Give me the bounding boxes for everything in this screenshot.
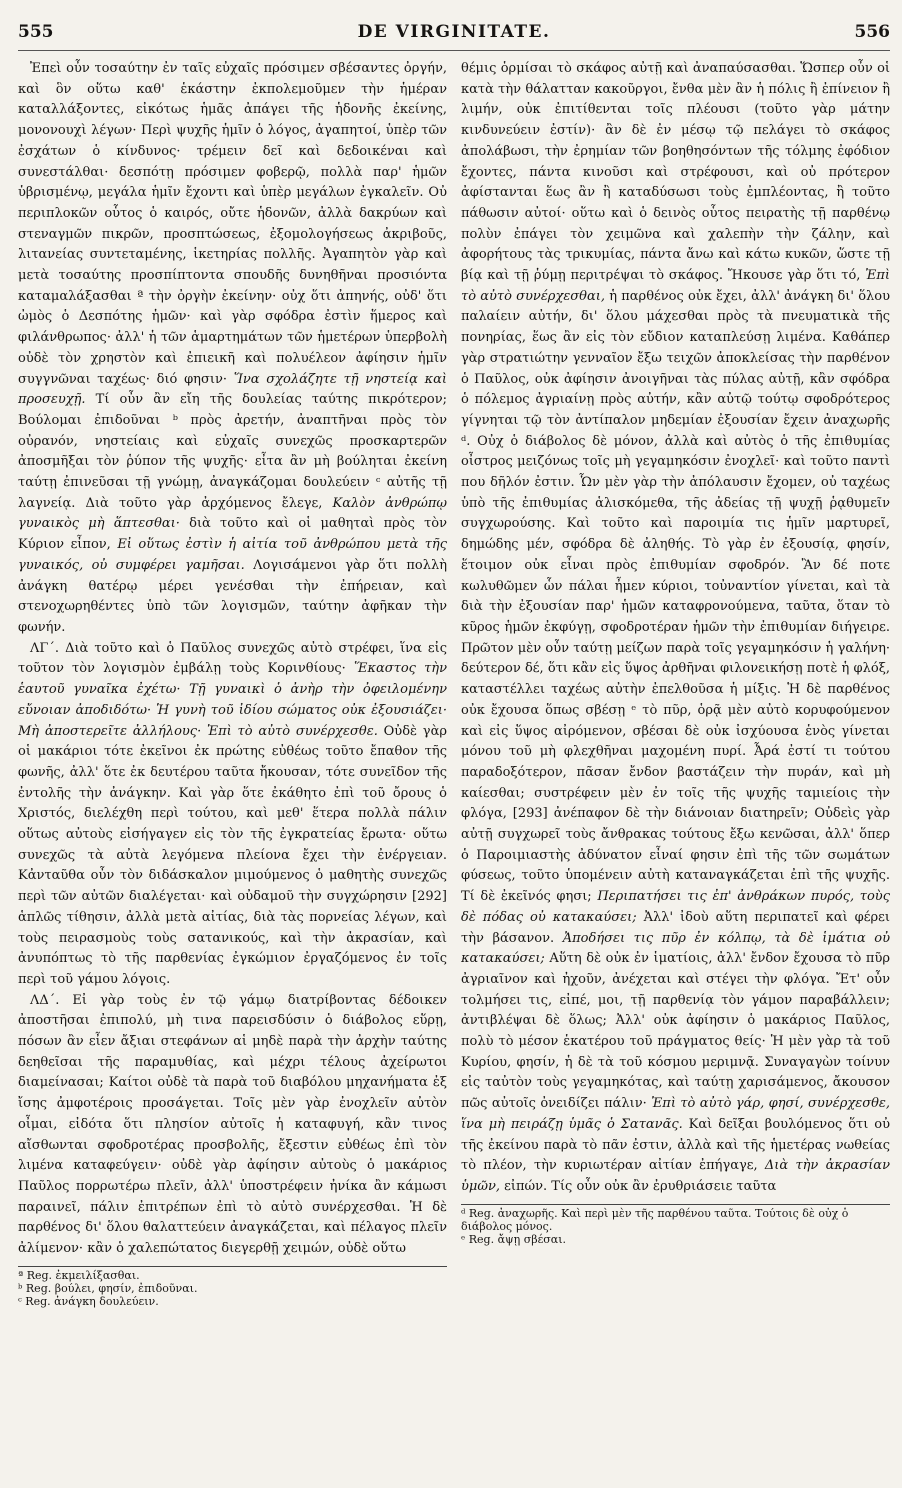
scripture-quote: Ἵνα σχολάζητε τῇ νηστείᾳ καὶ προσευχῇ. [18, 371, 447, 408]
text-run: εἰπών. Τίς οὖν οὐκ ἂν ἐρυθριάσειε ταῦτα [500, 1178, 777, 1194]
scripture-quote: Ἕκαστος τὴν ἑαυτοῦ γυναῖκα ἐχέτω· Τῇ γυναικὶ ὁ ἀνὴρ τὴν ὀφειλομένην εὔνοιαν ἀποδιδότω· Ἡ γυνὴ τοῦ ἰδίου σώματος οὐκ ἐξουσιάζει· Μὴ ἀποστερεῖτε ἀλλήλους· Ἐπὶ τὸ αὐτὸ συνέρχεσθε. [18, 661, 447, 739]
scripture-quote: Ἐπὶ τὸ αὐτὸ συνέρχεσθαι, [461, 268, 890, 304]
text-run: Λογισάμενοι γὰρ ὅτι πολλὴ ἀνάγκη θατέρῳ μέρει γενέσθαι τὴν ἐπήρειαν, καὶ στενοχωρηθέντες ὑπὸ τῶν λογισμῶν, ταύτην ἀφῆκαν τὴν φωνήν. [18, 557, 447, 635]
right-page-number: 556 [854, 22, 890, 42]
paragraph [18, 639, 447, 991]
footnotes-right [461, 1204, 890, 1246]
footnote: ᶜ Reg. ἀνάγκη δουλεύειν. [18, 1294, 159, 1308]
text-run: Τί οὖν ἂν εἴη τῆς δουλείας ταύτης πικρότερον; Βούλομαι ἐπιδοῦναι ᵇ πρὸς ἀρετήν, ἀναπτῆναι πρὸς τὸν οὐρανόν, νηστείαις καὶ εὐχαῖς συνεχῶς προσκαρτερῶν ἀποσμῆξαι τὸν ῥύπον τῆς ψυχῆς· εἶτα ἂν μὴ βούληται ἐκείνη ταύτῃ ἐπινεῦσαι τῇ γνώμῃ, ἀναγκάζομαι δουλεύειν ᶜ αὐτῆς τῇ λαγνείᾳ. Διὰ τοῦτο γὰρ ἀρχόμενος ἔλεγε, [18, 392, 447, 511]
footnote: ª Reg. ἐκμειλίξασθαι. [18, 1268, 140, 1282]
text-run: ἡ παρθένος οὐκ ἔχει, ἀλλ' ἀνάγκη δι' ὅλου παλαίειν αὐτήν, δι' ὅλου μάχεσθαι πρὸς τὰ πνευματικὰ τῆς πονηρίας, ἕως ἂν εἰς τὸν εὔδιον καταπλεύσῃ λιμένα. [461, 288, 890, 346]
running-head [18, 22, 890, 51]
text-run: Καὶ δεῖξαι βουλόμενος ὅτι οὐ τῆς ἐκείνου παρὰ τὸ πᾶν ἐστιν, ἀλλὰ καὶ τῆς ἡμετέρας νωθείας τὸ πλέον, τὴν κυριωτέραν αἰτίαν ἐπήγαγε, [461, 1116, 890, 1174]
paragraph [18, 59, 447, 639]
left-column-body [18, 59, 447, 1260]
scripture-quote: Διὰ τὴν ἀκρασίαν ὑμῶν, [461, 1158, 890, 1194]
scripture-quote: Ἀποδήσει τις πῦρ ἐν κόλπῳ, τὰ δὲ ἱμάτια οὐ κατακαύσει; [461, 930, 890, 967]
text-run: ΛΔ΄. Εἰ γὰρ τοὺς ἐν τῷ γάμῳ διατρίβοντας δέδοικεν ἀποστῆσαι ἐπιπολύ, μὴ τινα παρεισδύσιν ὁ διάβολος εὕρῃ, πόσων ἂν εἶεν ἄξιαι στεφάνων αἱ μηδὲ παρὰ τὴν ἀρχὴν ταύτης δεηθεῖσαι τῆς παραμυθίας, καὶ μέχρι τέλους ἀχείρωτοι διαμείνασαι; Καίτοι οὐδὲ τὰ παρὰ τοῦ διαβόλου μηχανήματα ἐξ ἴσης ἀμφοτέροις προσάγεται. Τοῖς μὲν γὰρ ἐνοχλεῖν αὐτὸν οἶμαι, εἰδότα ὅτι πλησίον αὐτοῖς ἡ καταφυγή, κἂν τινος αἴσθωνται σφοδροτέρας προσβολῆς, ἔξεστιν εὐθέως ἐπὶ τὸν λιμένα καταφεύγειν· οὐδὲ γὰρ ἀφίησιν αὐτοὺς ὁ μακάριος Παῦλος πορρωτέρω πλεῖν, ἀλλ' ὑποστρέφειν ἠνίκα ἂν κάμωσι παραινεῖ, πάλιν ἐπιτρέπων ἐπὶ τὸ αὐτὸ συνέρχεσθαι. Ἡ δὲ παρθένος δι' ὅλου θαλαττεύειν ἀναγκάζεται, καὶ πέλαγος πλεῖν ἀλίμενον· κἂν ὁ χαλεπώτατος διεγερθῇ χειμών, οὐδὲ οὕτω [18, 992, 447, 1257]
scripture-quote: Εἰ οὕτως ἐστὶν ἡ αἰτία τοῦ ἀνθρώπου μετὰ τῆς γυναικός, οὐ συμφέρει γαμῆσαι. [18, 537, 447, 573]
text-run: Αὕτη δὲ οὐκ ἐν ἱματίοις, ἀλλ' ἔνδον ἔχουσα τὸ πῦρ ἀγριαῖνον καὶ ἠχοῦν, ἀνέχεται καὶ στέγει τὴν φλόγα. Ἔτ' οὖν τολμήσει τις, εἰπέ, μοι, τῇ παρθενίᾳ τὸν γάμον παραβάλλειν; ἀντιβλέψαι δὲ ὅλως; Ἀλλ' οὐκ ἀφίησιν ὁ μακάριος Παῦλος, πολὺ τὸ μέσον ἑκατέρου τοῦ πράγματος θείς· Ἡ μὲν γὰρ τὰ τοῦ Κυρίου, φησίν, ἡ δὲ τὰ τοῦ κόσμου μεριμνᾷ. [461, 951, 890, 1070]
text-columns [18, 59, 890, 1308]
footnotes-left [18, 1266, 447, 1308]
scripture-quote: Καλὸν ἀνθρώπῳ γυναικὸς μὴ ἅπτεσθαι· [18, 495, 447, 532]
text-run: ΛΓ΄. Διὰ τοῦτο καὶ ὁ Παῦλος συνεχῶς αὐτὸ στρέφει, ἵνα εἰς τοῦτον τὸν λογισμὸν ἐμβάλῃ τοὺς Κορινθίους· [18, 640, 447, 677]
text-run: Ἀλλ' ἰδοὺ αὕτη περιπατεῖ καὶ φέρει τὴν βάσανον. [461, 909, 890, 946]
scripture-quote: Ἐπὶ τὸ αὐτὸ γάρ, φησί, συνέρχεσθε, ἵνα μὴ πειράζῃ ὑμᾶς ὁ Σατανᾶς. [461, 1096, 890, 1132]
right-column [461, 59, 890, 1308]
footnote: ᵉ Reg. ἄψῃ σβέσαι. [461, 1232, 567, 1246]
paragraph [18, 991, 447, 1260]
right-column-body [461, 59, 890, 1198]
paragraph [461, 59, 890, 1198]
text-run: Καθάπερ γὰρ στρατιώτην γενναῖον ἔξω τειχῶν ἀποκλείσας τὴν παρθένον ὁ Παῦλος, οὐκ ἀφίησιν ἀνοιγῆναι τὰς πύλας αὐτῇ, κἂν σφόδρα ὁ πόλεμος ἀγριαίνῃ πρὸς αὐτήν, κἂν αὐτῷ τούτῳ σφοδρότερος γίγνηται τῷ τὸν ἀντίπαλον μηδεμίαν ἐξουσίαν ἔχειν ἀναχωρῆς ᵈ. Οὐχ ὁ διάβολος δὲ μόνον, ἀλλὰ καὶ αὐτὸς ὁ τῆς ἐπιθυμίας οἶστρος μειζόνως τοῖς μὴ γεγαμηκόσιν ἐνοχλεῖ· καὶ τοῦτο παντὶ που δῆλόν ἐστιν. Ὧν μὲν γὰρ τὴν ἀπόλαυσιν ἔχομεν, οὐ ταχέως ὑπὸ τῆς ἐπιθυμίας ἁλισκόμεθα, τῆς ἀδείας τῇ ψυχῇ ῥᾳθυμεῖν συγχωρούσης. Καὶ τοῦτο καὶ παροιμία τις ἡμῖν μαρτυρεῖ, δημώδης μέν, σφόδρα δὲ ἀληθής. Τὸ γὰρ ἐν ἐξουσίᾳ, φησίν, ἕτοιμον οὐκ εἶναι πρὸς ἐπιθυμίαν σφοδρόν. Ἂν δέ ποτε κωλυθῶμεν ὧν πάλαι ἦμεν κύριοι, τοὐναντίον γίνεται, καὶ τὰ διὰ τὴν ἐξουσίαν παρ' ἡμῶν καταφρονούμενα, ταῦτα, ὅταν τὸ κῦρος ἡμῶν ἐκφύγῃ, σφοδροτέραν ἡμῶν τὴν ἐπιθυμίαν διήγειρε. Πρῶτον μὲν οὖν ταύτῃ μείζων παρὰ τοῖς γεγαμηκόσιν ἡ γαλήνη· δεύτερον δέ, ὅτι κἂν εἰς ὕψος ἀρθῆναι φιλονεικήσῃ ποτὲ ἡ φλόξ, καταστέλλει ταχέως αὐτὴν ἐπελθοῦσα ἡ μίξις. Ἡ δὲ παρθένος οὐκ ἔχουσα ὅπως σβέσῃ ᵉ τὸ πῦρ, ὁρᾷ μὲν αὐτὸ κορυφούμενον καὶ εἰς ὕψος αἰρόμενον, σβέσαι δὲ οὐκ ἰσχύουσα ἑνὸς γίνεται μόνου τοῦ μὴ φλεχθῆναι μαχομένη πυρί. Ἆρά ἐστί τι τούτου παραδοξότερον, πᾶσαν ἔνδον βαστάζειν τὴν πυράν, καὶ μὴ καίεσθαι; συστρέφειν μὲν ἐν τοῖς τῆς ψυχῆς ταμιείοις τὴν φλόγα, [293] ἀνέπαφον δὲ τὴν διάνοιαν διατηρεῖν; Οὐδεὶς γὰρ αὐτῇ συγχωρεῖ τοὺς ἄνθρακας τούτους ἔξω κενῶσαι, ἀλλ' ὅπερ ὁ Παροιμιαστὴς ἀδύνατον εἶναί φησιν ἐπὶ τῆς τῶν σωμάτων φύσεως, τοῦτο ὑπομένειν αὐτὴ καταναγκάζεται ἐπὶ τῆς ψυχῆς. Τί δὲ ἐκεῖνός φησι; [461, 330, 890, 905]
text-run: Ἐπεὶ οὖν τοσαύτην ἐν ταῖς εὐχαῖς πρόσιμεν σβέσαντες ὀργήν, καὶ ὃν οὕτω καθ' ἑκάστην ἐκπολεμοῦμεν τὴν ἡμέραν καταλλάξοντες, εἰκότως ἡμᾶς ἀπάγει τῆς ἡδονῆς ἐκείνης, μονονουχὶ λέγων· Περὶ ψυχῆς ἡμῖν ὁ λόγος, ἀγαπητοί, ὑπὲρ τῶν ἐσχάτων ὁ κίνδυνος· τρέμειν δεῖ καὶ δεδοικέναι καὶ συνεστάλθαι· δεσπότῃ πρόσιμεν φοβερῷ, πολλὰ παρ' ἡμῶν ὑβρισμένῳ, μεγάλα ἡμῖν ἔχοντι καὶ ὑπὲρ μεγάλων ἐγκαλεῖν. Οὐ περιπλοκῶν οὗτος ὁ καιρός, οὔτε ἡδονῶν, ἀλλὰ δακρύων καὶ στεναγμῶν πικρῶν, προσπτώσεως, ἐξομολογήσεως ἀκριβοῦς, λιτανείας συντεταμένης, ἱκετηρίας πολλῆς. Ἀγαπητὸν γὰρ καὶ μετὰ τοσαύτης προσπίπτοντα σπουδῆς δυνηθῆναι προσιόντα καταμαλάξασθαι ª τὴν ὀργὴν ἐκείνην· οὐχ ὅτι ἀπηνής, οὐδ' ὅτι ὠμὸς ὁ Δεσπότης ἡμῶν· καὶ γὰρ σφόδρα ἐστὶν ἥμερος καὶ φιλάνθρωπος· ἀλλ' ἡ τῶν ἁμαρτημάτων τῶν ἡμετέρων ὑπερβολὴ οὐδὲ τὸν χρηστὸν καὶ ἐπιεικῆ καὶ πολυέλεον ἀφίησιν ἡμῖν συγγνῶναι ταχέως· διό φησιν· [18, 61, 447, 387]
footnote: ᵇ Reg. βούλει, φησίν, ἐπιδοῦναι. [18, 1281, 198, 1295]
left-page-number: 555 [18, 22, 54, 42]
text-run: θέμις ὁρμίσαι τὸ σκάφος αὐτῇ καὶ ἀναπαύσασθαι. Ὥσπερ οὖν οἱ κατὰ τὴν θάλατταν κακοῦργοι, ἔνθα μὲν ἂν ἡ πόλις ἢ ἐπίνειον ἢ λιμήν, οὐκ ἐπιτίθενται τοῖς πλέουσι (τοῦτο γὰρ μάτην κινδυνεύειν ἐστίν)· ἂν δὲ ἐν μέσῳ τῷ πελάγει τὸ σκάφος ἀπολάβωσι, τὴν ἐρημίαν τῶν βοηθησόντων τῆς τόλμης ἐφόδιον ἔχοντες, πάντα κινοῦσι καὶ στρέφουσι, καὶ οὐ πρότερον ἀφίστανται ἕως ἂν ἢ καταδύσωσι τοὺς ἐμπλέοντας, ἢ τοῦτο πάθωσιν αὐτοί· οὕτω καὶ ὁ δεινὸς οὗτος πειρατὴς τῇ παρθένῳ πολὺν ἐπάγει τὸν χειμῶνα καὶ χαλεπὴν τὴν ζάλην, καὶ ἀφορήτους τὰς τρικυμίας, πάντα ἄνω καὶ κάτω κυκῶν, ὥστε τῇ βίᾳ καὶ τῇ ῥύμῃ περιτρέψαι τὸ σκάφος. Ἤκουσε γὰρ ὅτι τό, [461, 61, 890, 284]
left-column [18, 59, 447, 1308]
running-title: DE VIRGINITATE. [357, 22, 551, 42]
text-run: διὰ τοῦτο καὶ οἱ μαθηταὶ πρὸς τὸν Κύριον εἶπον, [18, 516, 447, 553]
footnote: ᵈ Reg. ἀναχωρῆς. Καὶ περὶ μὲν τῆς παρθένου ταῦτα. Τούτοις δὲ οὐχ ὁ διάβολος μόνος. [461, 1206, 849, 1233]
text-run: Οὐδὲ γὰρ οἱ μακάριοι τότε ἐκεῖνοι ἐκ πρώτης εὐθέως τοῦτο ἔπαθον τῆς φωνῆς, ἀλλ' ὅτε ἐκ δευτέρου ταῦτα ἤκουσαν, τότε συνεῖδον τῆς ἐντολῆς τὴν ἀνάγκην. Καὶ γὰρ ὅτε ἐκάθητο ἐπὶ τοῦ ὄρους ὁ Χριστός, διελέχθη περὶ τούτου, καὶ μεθ' ἕτερα πολλὰ πάλιν οὕτως αὐτοὺς εἰσήγαγεν εἰς τὸν τῆς ἐγκρατείας ἔρωτα· οὕτω συνεχῶς τὰ αὐτὰ λεγόμενα πλείονα ἔχει τὴν ἐνέργειαν. Κἀνταῦθα οὖν τὸν διδάσκαλον μιμούμενος ὁ μαθητὴς συνεχῶς περὶ τῶν αὐτῶν διαλέγεται· καὶ οὐδαμοῦ τὴν συγχώρησιν [292] ἁπλῶς τίθησιν, ἀλλὰ μετὰ αἰτίας, διὰ τὰς πορνείας λέγων, καὶ τοὺς πειρασμοὺς τοὺς σατανικούς, καὶ τὴν ἀκρασίαν, καὶ ἀνυπόπτως τὸ τῆς παρθενίας ἐγκώμιον ἐργαζόμενος ἐν τοῖς περὶ τοῦ γάμου λόγοις. [18, 723, 447, 987]
text-run: Συναγαγὼν τοίνυν εἰς ταὐτὸν τοὺς γεγαμηκότας, καὶ ταύτῃ χαρισάμενος, ἄκουσον πῶς αὐτοῖς ὀνειδίζει πάλιν· [461, 1054, 890, 1112]
scripture-quote: Περιπατήσει τις ἐπ' ἀνθράκων πυρός, τοὺς δὲ πόδας οὐ κατακαύσει; [461, 889, 890, 925]
